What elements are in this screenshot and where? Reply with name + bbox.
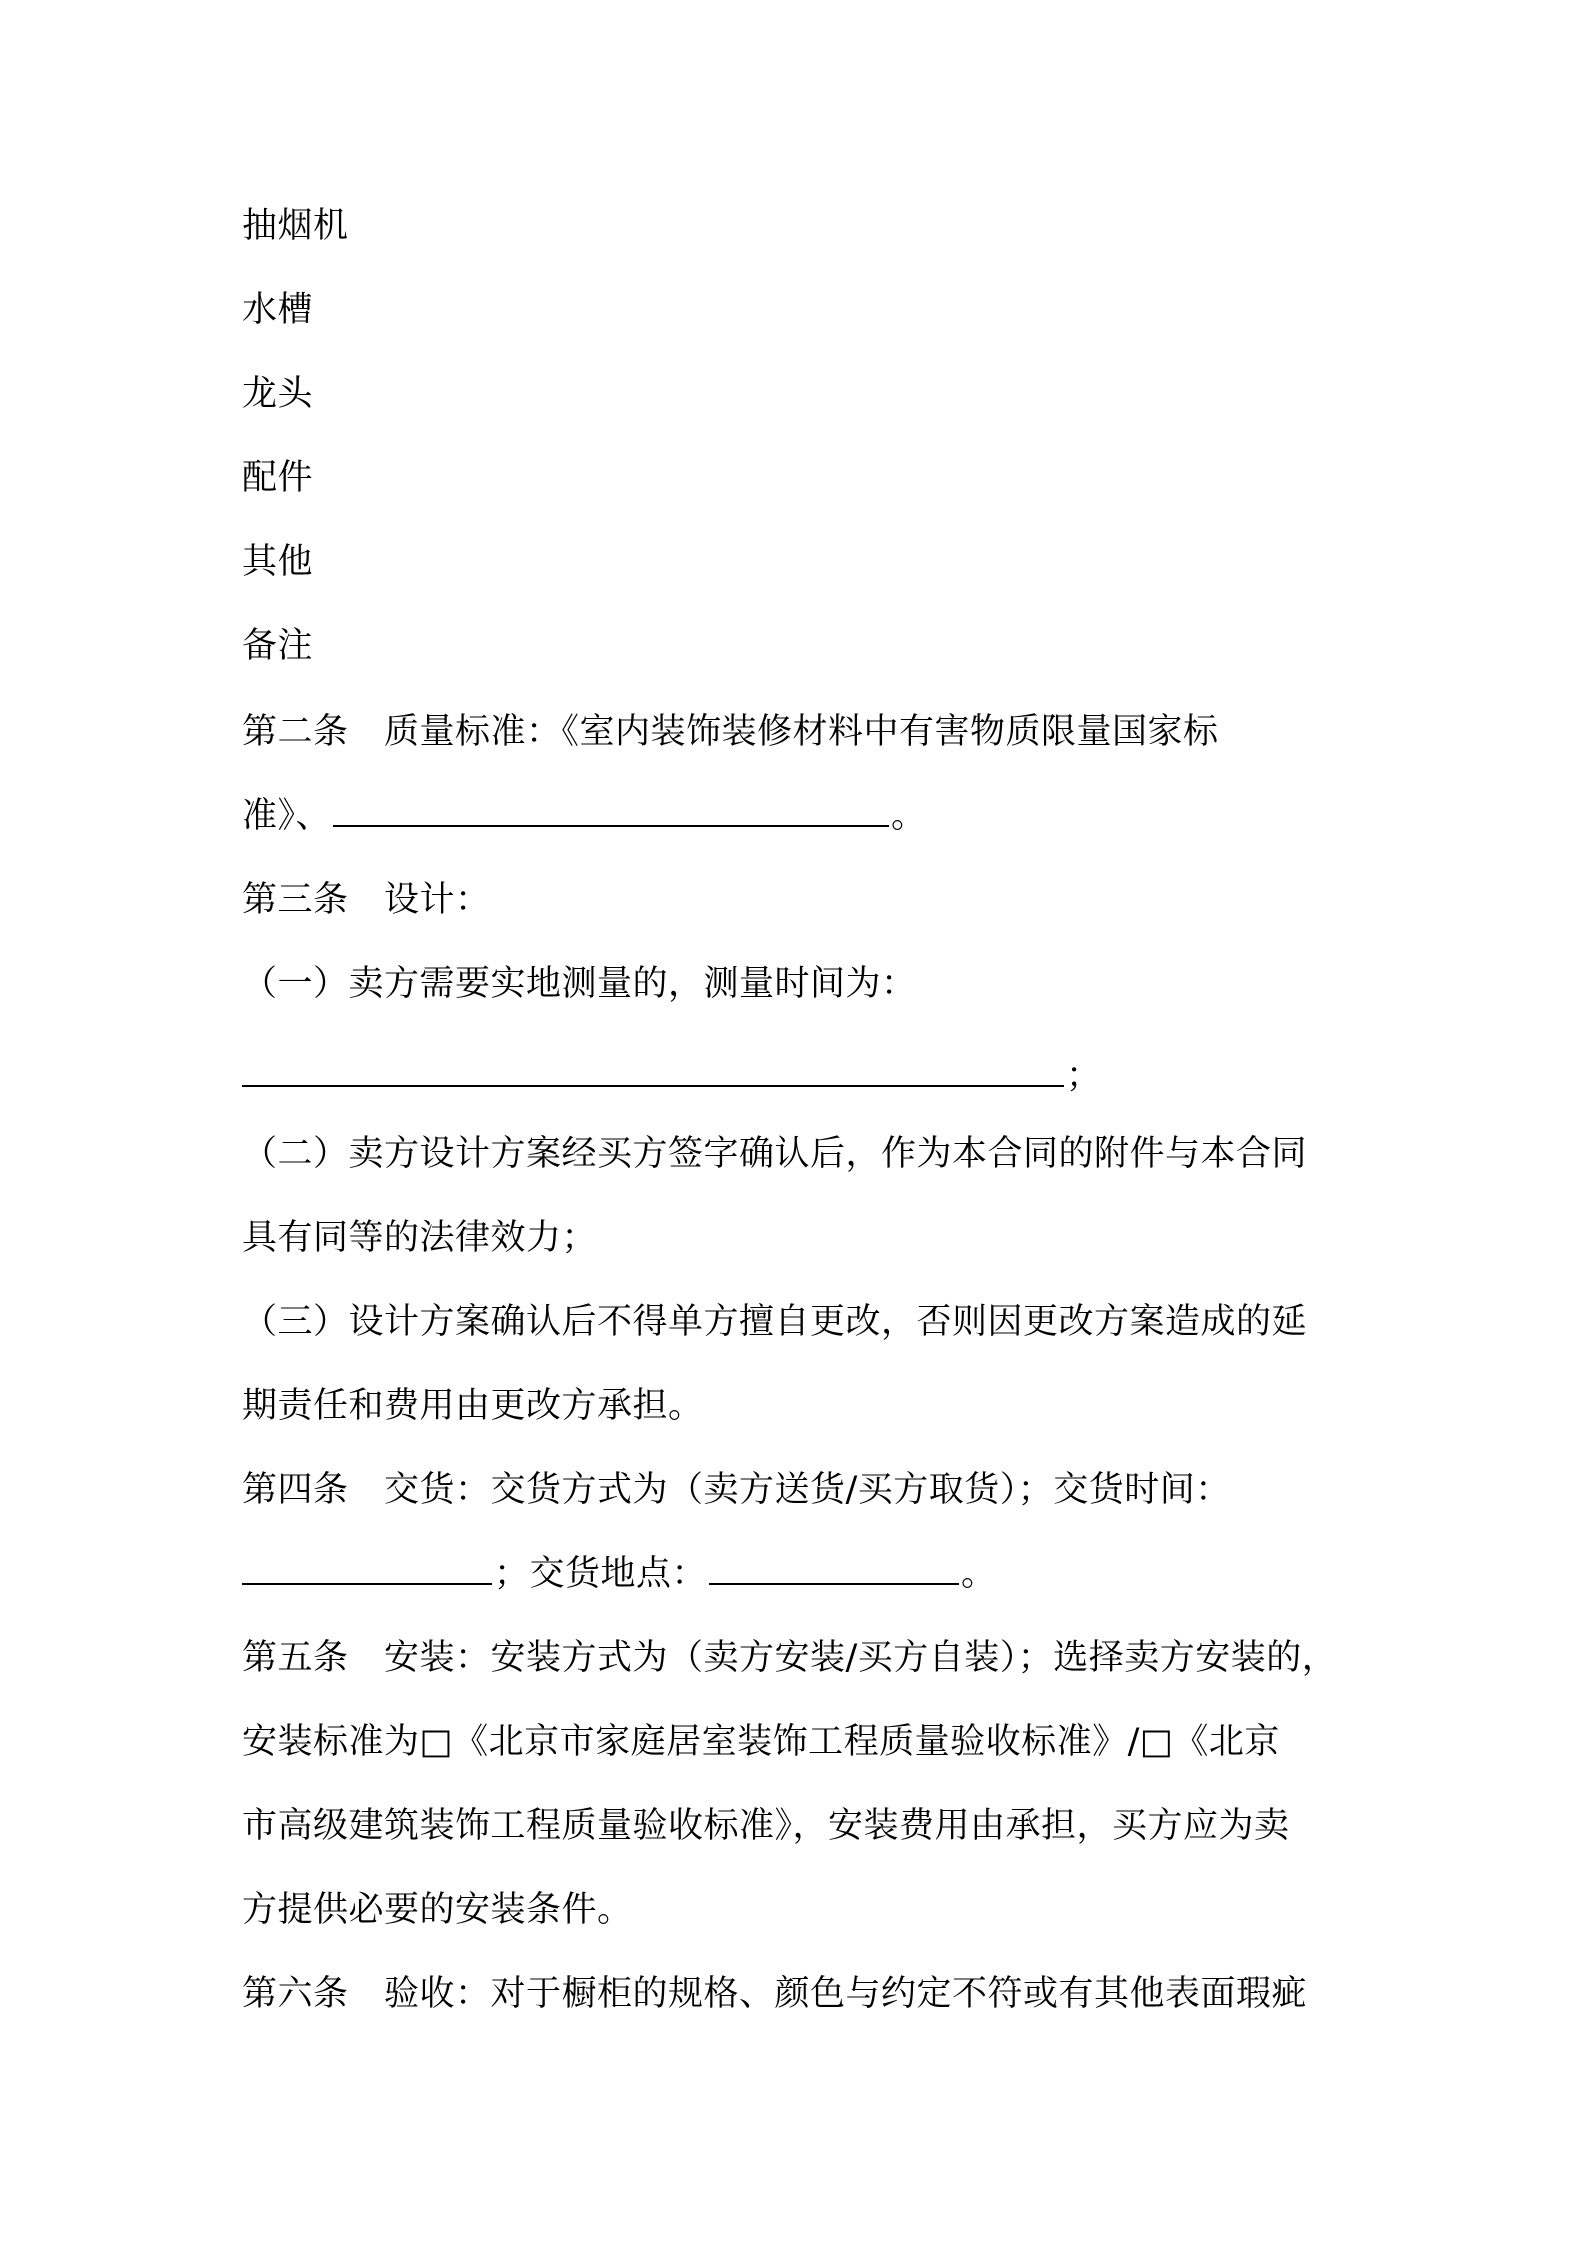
item-sink: 水槽 — [242, 290, 314, 330]
article2-line2-pre: 准》、 — [242, 796, 332, 836]
article3-p3-line1: （三）设计方案确认后不得单方擅自更改，否则因更改方案造成的延 — [242, 1302, 1308, 1342]
delivery-place-blank — [709, 1551, 959, 1585]
delivery-time-blank — [242, 1551, 492, 1585]
article3-p1-line1: （一）卖方需要实地测量的，测量时间为： — [242, 964, 917, 1004]
article3-p2-line1: （二）卖方设计方案经买方签字确认后，作为本合同的附件与本合同 — [242, 1134, 1308, 1174]
article4-line2-post: 。 — [961, 1554, 997, 1594]
article3-p2-line2: 具有同等的法律效力； — [242, 1218, 598, 1258]
article6-line1: 第六条 验收：对于橱柜的规格、颜色与约定不符或有其他表面瑕疵 — [242, 1974, 1308, 2014]
item-range-hood: 抽烟机 — [242, 206, 349, 246]
article3-p3-line2: 期责任和费用由更改方承担。 — [242, 1386, 704, 1426]
article2-line1: 第二条 质量标准：《室内装饰装修材料中有害物质限量国家标 — [242, 712, 1219, 752]
article4-line1: 第四条 交货：交货方式为（卖方送货/买方取货）；交货时间： — [242, 1470, 1231, 1510]
measure-time-blank — [242, 1053, 1064, 1087]
article3-p1-line2-post: ； — [1066, 1056, 1102, 1096]
item-faucet: 龙头 — [242, 374, 314, 414]
article5-line3: 市高级建筑装饰工程质量验收标准》，安装费用由承担，买方应为卖 — [242, 1806, 1290, 1846]
article4-line2-mid: ；交货地点： — [494, 1554, 708, 1594]
article3-title: 第三条 设计： — [242, 880, 491, 920]
item-remarks: 备注 — [242, 626, 314, 666]
article2-line2 — [242, 792, 1362, 840]
article4-line2 — [242, 1550, 1362, 1598]
article5-line1: 第五条 安装：安装方式为（卖方安装/买方自装）；选择卖方安装的， — [242, 1638, 1338, 1678]
article5-line4: 方提供必要的安装条件。 — [242, 1890, 633, 1930]
item-accessories: 配件 — [242, 458, 314, 498]
item-other: 其他 — [242, 542, 314, 582]
article2-line2-post: 。 — [891, 796, 927, 836]
article3-p1-line2 — [242, 1052, 1362, 1100]
article5-line2: 安装标准为□《北京市家庭居室装饰工程质量验收标准》/□《北京 — [242, 1722, 1280, 1762]
quality-standard-blank — [333, 793, 889, 827]
